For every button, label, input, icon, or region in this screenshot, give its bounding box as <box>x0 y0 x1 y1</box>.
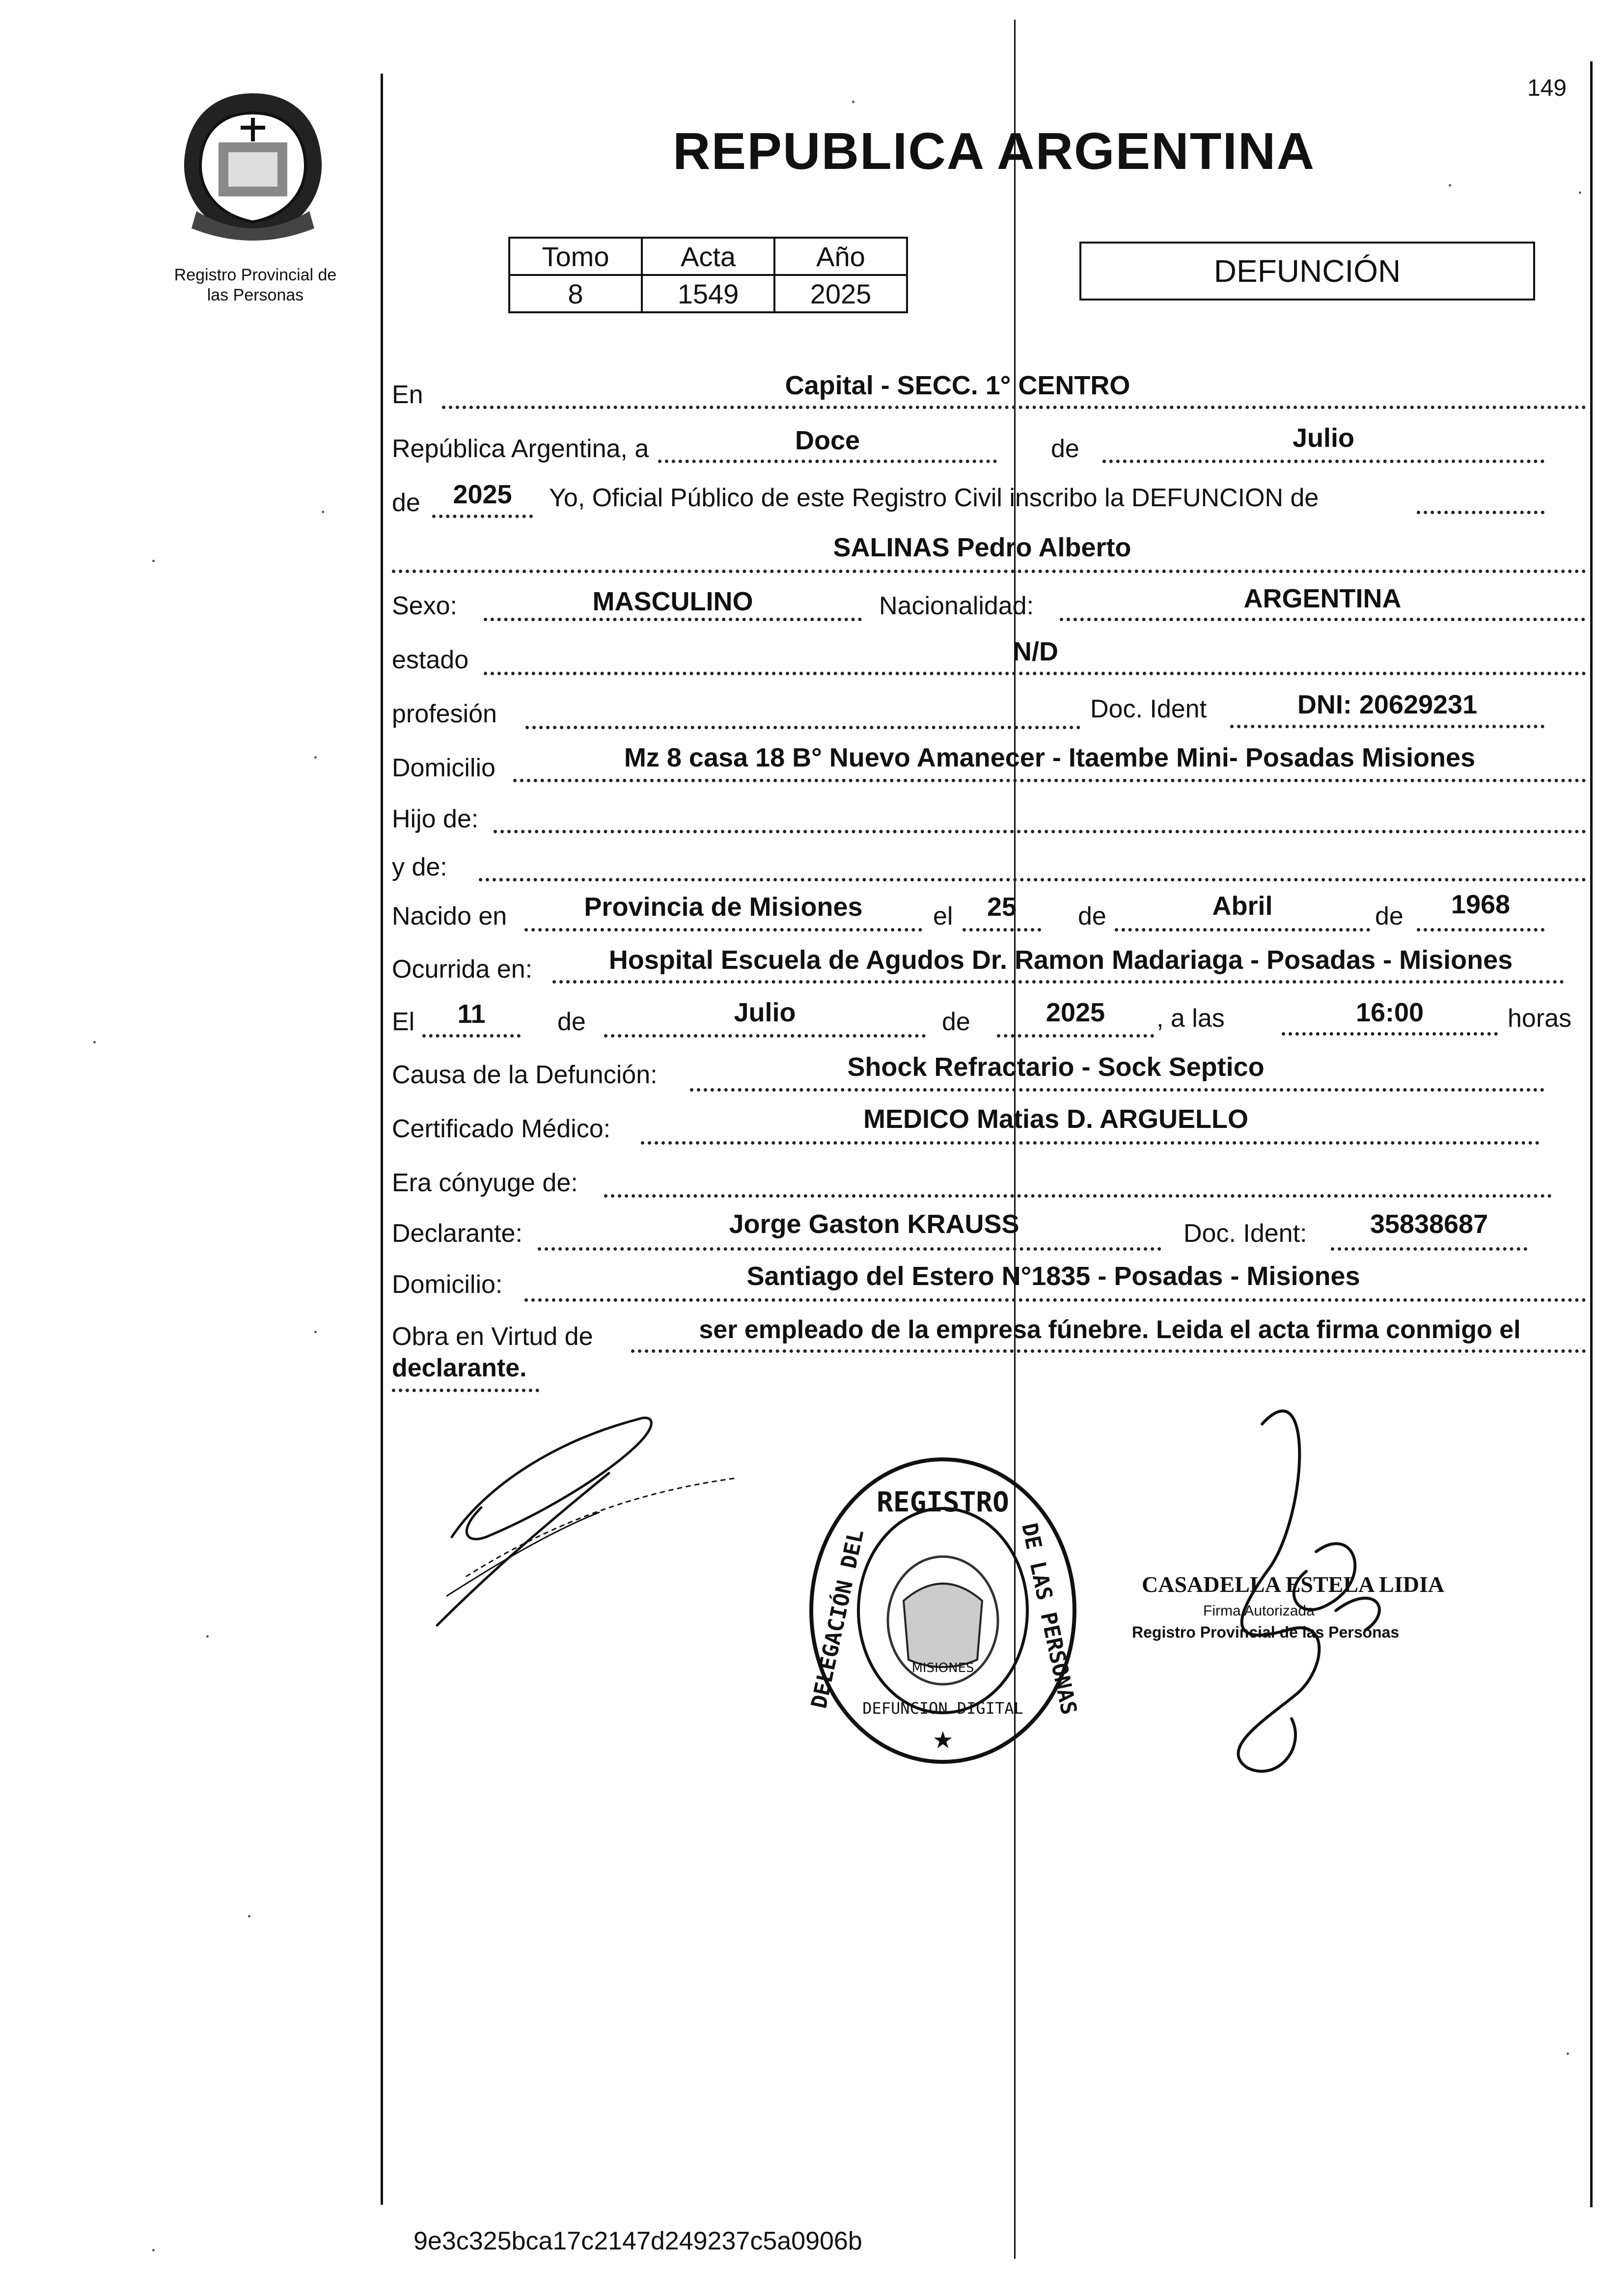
inscribo-text: Yo, Oficial Público de este Registro Civil inscribo la DEFUNCION de <box>549 484 1319 512</box>
republica-label: República Argentina, a <box>392 435 649 463</box>
day-dotline <box>658 460 997 463</box>
de-label: de <box>1051 435 1079 463</box>
alas-label: , a las <box>1156 1004 1225 1033</box>
scan-speck <box>206 1635 209 1638</box>
decl-doc-dotline <box>1331 1247 1527 1251</box>
domicilio-label: Domicilio <box>392 754 495 782</box>
profesion-label: profesión <box>392 700 497 728</box>
ocurrida-dotline <box>552 980 1564 984</box>
declarante-value: Jorge Gaston KRAUSS <box>729 1209 1019 1239</box>
en-dotline <box>442 406 1586 409</box>
deceased-name: SALINAS Pedro Alberto <box>833 533 1131 562</box>
scan-speck <box>152 2249 155 2251</box>
right-margin-line <box>1590 61 1593 2207</box>
doc-label: Doc. Ident <box>1090 695 1207 723</box>
stamp-bottom-text: DEFUNCION DIGITAL <box>862 1699 1023 1718</box>
birth-day: 25 <box>987 892 1017 922</box>
footer-hash: 9e3c325bca17c2147d249237c5a0906b <box>413 2227 862 2255</box>
day-value: Doce <box>795 426 860 455</box>
el-label: el <box>933 902 953 931</box>
acta-value: 1549 <box>642 275 774 312</box>
birth-de1-label: de <box>1078 902 1106 931</box>
scan-speck <box>852 101 854 103</box>
provincial-emblem <box>167 83 339 250</box>
yde-dotline <box>479 878 1586 881</box>
conyuge-dotline <box>604 1194 1552 1198</box>
scan-speck <box>314 756 317 759</box>
death-month: Julio <box>734 998 796 1027</box>
year-value: 2025 <box>453 480 512 509</box>
birth-month: Abril <box>1212 891 1273 921</box>
domicilio-value: Mz 8 casa 18 B° Nuevo Amanecer - Itaembe Mini- Posadas Misiones <box>624 743 1476 772</box>
name-dotline <box>392 570 1586 573</box>
officer-stamp-office: Registro Provincial de las Personas <box>1132 1623 1400 1641</box>
scan-speck <box>322 511 324 513</box>
causa-label: Causa de la Defunción: <box>392 1061 658 1089</box>
certificado-value: MEDICO Matias D. ARGUELLO <box>863 1104 1249 1134</box>
nacido-label: Nacido en <box>392 902 507 931</box>
obra-label: Obra en Virtud de <box>392 1322 593 1351</box>
tomo-value: 8 <box>509 275 642 312</box>
nacionalidad-value: ARGENTINA <box>1243 584 1402 613</box>
estado-dotline <box>484 672 1586 675</box>
death-de2-label: de <box>942 1008 970 1036</box>
stamp-top-text: REGISTRO <box>877 1486 1009 1518</box>
death-day: 11 <box>457 999 486 1029</box>
death-day-dotline <box>422 1034 521 1038</box>
registry-stamp <box>805 1453 1080 1768</box>
anio-value: 2025 <box>774 275 907 312</box>
death-time-dotline <box>1282 1032 1498 1036</box>
fold-line <box>1014 20 1016 2259</box>
domicilio-dotline <box>513 779 1586 782</box>
scan-speck <box>1567 2053 1569 2055</box>
officer-stamp-name: CASADELLA ESTELA LIDIA <box>1142 1572 1445 1597</box>
registry-label: Registro Provincial de las Personas <box>174 266 337 304</box>
doc-value: DNI: 20629231 <box>1297 690 1478 719</box>
scan-speck <box>248 1915 250 1918</box>
yde-label: y de: <box>392 853 447 881</box>
tomo-header: Tomo <box>509 238 642 275</box>
en-label: En <box>392 381 423 409</box>
birth-de2-label: de <box>1375 902 1404 931</box>
page-number: 149 <box>1527 75 1567 101</box>
year-dotline <box>432 515 533 518</box>
death-month-dotline <box>604 1034 926 1038</box>
causa-value: Shock Refractario - Sock Septico <box>847 1052 1265 1082</box>
nacionalidad-label: Nacionalidad: <box>879 592 1034 620</box>
decl-doc-value: 35838687 <box>1370 1209 1488 1239</box>
anio-header: Año <box>774 238 907 275</box>
birth-day-dotline <box>963 928 1041 932</box>
obra-value-line1: ser empleado de la empresa fúnebre. Leida el acta firma conmigo el <box>699 1315 1521 1344</box>
decl-doc-label: Doc. Ident: <box>1184 1219 1307 1248</box>
decl-domicilio-label: Domicilio: <box>392 1270 503 1299</box>
certificado-dotline <box>641 1141 1540 1145</box>
scan-speck <box>1449 184 1451 187</box>
page-title: REPUBLICA ARGENTINA <box>673 122 1316 180</box>
death-year: 2025 <box>1046 998 1105 1027</box>
horas-label: horas <box>1508 1004 1572 1033</box>
acta-header: Acta <box>642 238 774 275</box>
declarante-label: Declarante: <box>392 1219 523 1248</box>
conyuge-label: Era cónyuge de: <box>392 1169 578 1197</box>
death-year-dotline <box>997 1034 1154 1038</box>
year-label: de <box>392 489 420 517</box>
declarante-dotline <box>538 1247 1161 1251</box>
obra-dotline-2 <box>392 1389 539 1392</box>
register-table <box>508 237 908 313</box>
officer-stamp-role: Firma Autorizada <box>1203 1603 1315 1619</box>
left-margin-line <box>381 74 383 2205</box>
scan-speck <box>1579 192 1581 194</box>
decl-domicilio-value: Santiago del Estero N°1835 - Posadas - Misiones <box>746 1261 1360 1291</box>
en-value: Capital - SECC. 1° CENTRO <box>785 371 1130 400</box>
causa-dotline <box>690 1088 1544 1092</box>
certificado-label: Certificado Médico: <box>392 1115 611 1143</box>
scan-speck <box>152 560 155 562</box>
decl-domicilio-dotline <box>524 1298 1586 1302</box>
birth-month-dotline <box>1115 928 1370 932</box>
ocurrida-value: Hospital Escuela de Agudos Dr. Ramon Madariaga - Posadas - Misiones <box>608 945 1513 975</box>
estado-value: N/D <box>1013 637 1058 666</box>
obra-dotline <box>631 1349 1586 1353</box>
hijo-label: Hijo de: <box>392 805 479 833</box>
inscribo-dotline <box>1417 511 1544 514</box>
stamp-inner-text: MISIONES <box>911 1661 974 1675</box>
sexo-value: MASCULINO <box>592 587 753 616</box>
scan-speck <box>314 1331 317 1333</box>
declarant-signature <box>422 1414 746 1640</box>
svg-text:★: ★ <box>932 1726 954 1754</box>
scan-speck <box>93 1041 96 1043</box>
birth-year-dotline <box>1417 928 1544 932</box>
act-type-label: DEFUNCIÓN <box>1213 253 1401 289</box>
nacido-value: Provincia de Misiones <box>584 892 863 922</box>
month-value: Julio <box>1292 423 1354 453</box>
birth-year: 1968 <box>1451 890 1511 919</box>
stamp-left-text: DELEGACIÓN DEL <box>806 1527 869 1711</box>
nacionalidad-dotline <box>1060 618 1585 621</box>
death-de1-label: de <box>557 1008 586 1036</box>
hijo-dotline <box>494 830 1586 833</box>
stamp-right-text: DE LAS PERSONAS <box>1016 1521 1080 1717</box>
estado-label: estado <box>392 646 469 674</box>
doc-dotline <box>1230 725 1544 728</box>
death-time: 16:00 <box>1355 998 1424 1027</box>
profesion-dotline <box>525 726 1080 729</box>
sexo-dotline <box>484 618 862 621</box>
ocurrida-label: Ocurrida en: <box>392 955 533 984</box>
month-dotline <box>1102 460 1544 463</box>
nacido-dotline <box>524 928 922 932</box>
sexo-label: Sexo: <box>392 592 457 620</box>
obra-value-line2: declarante. <box>392 1354 527 1382</box>
el2-label: El <box>392 1008 415 1036</box>
